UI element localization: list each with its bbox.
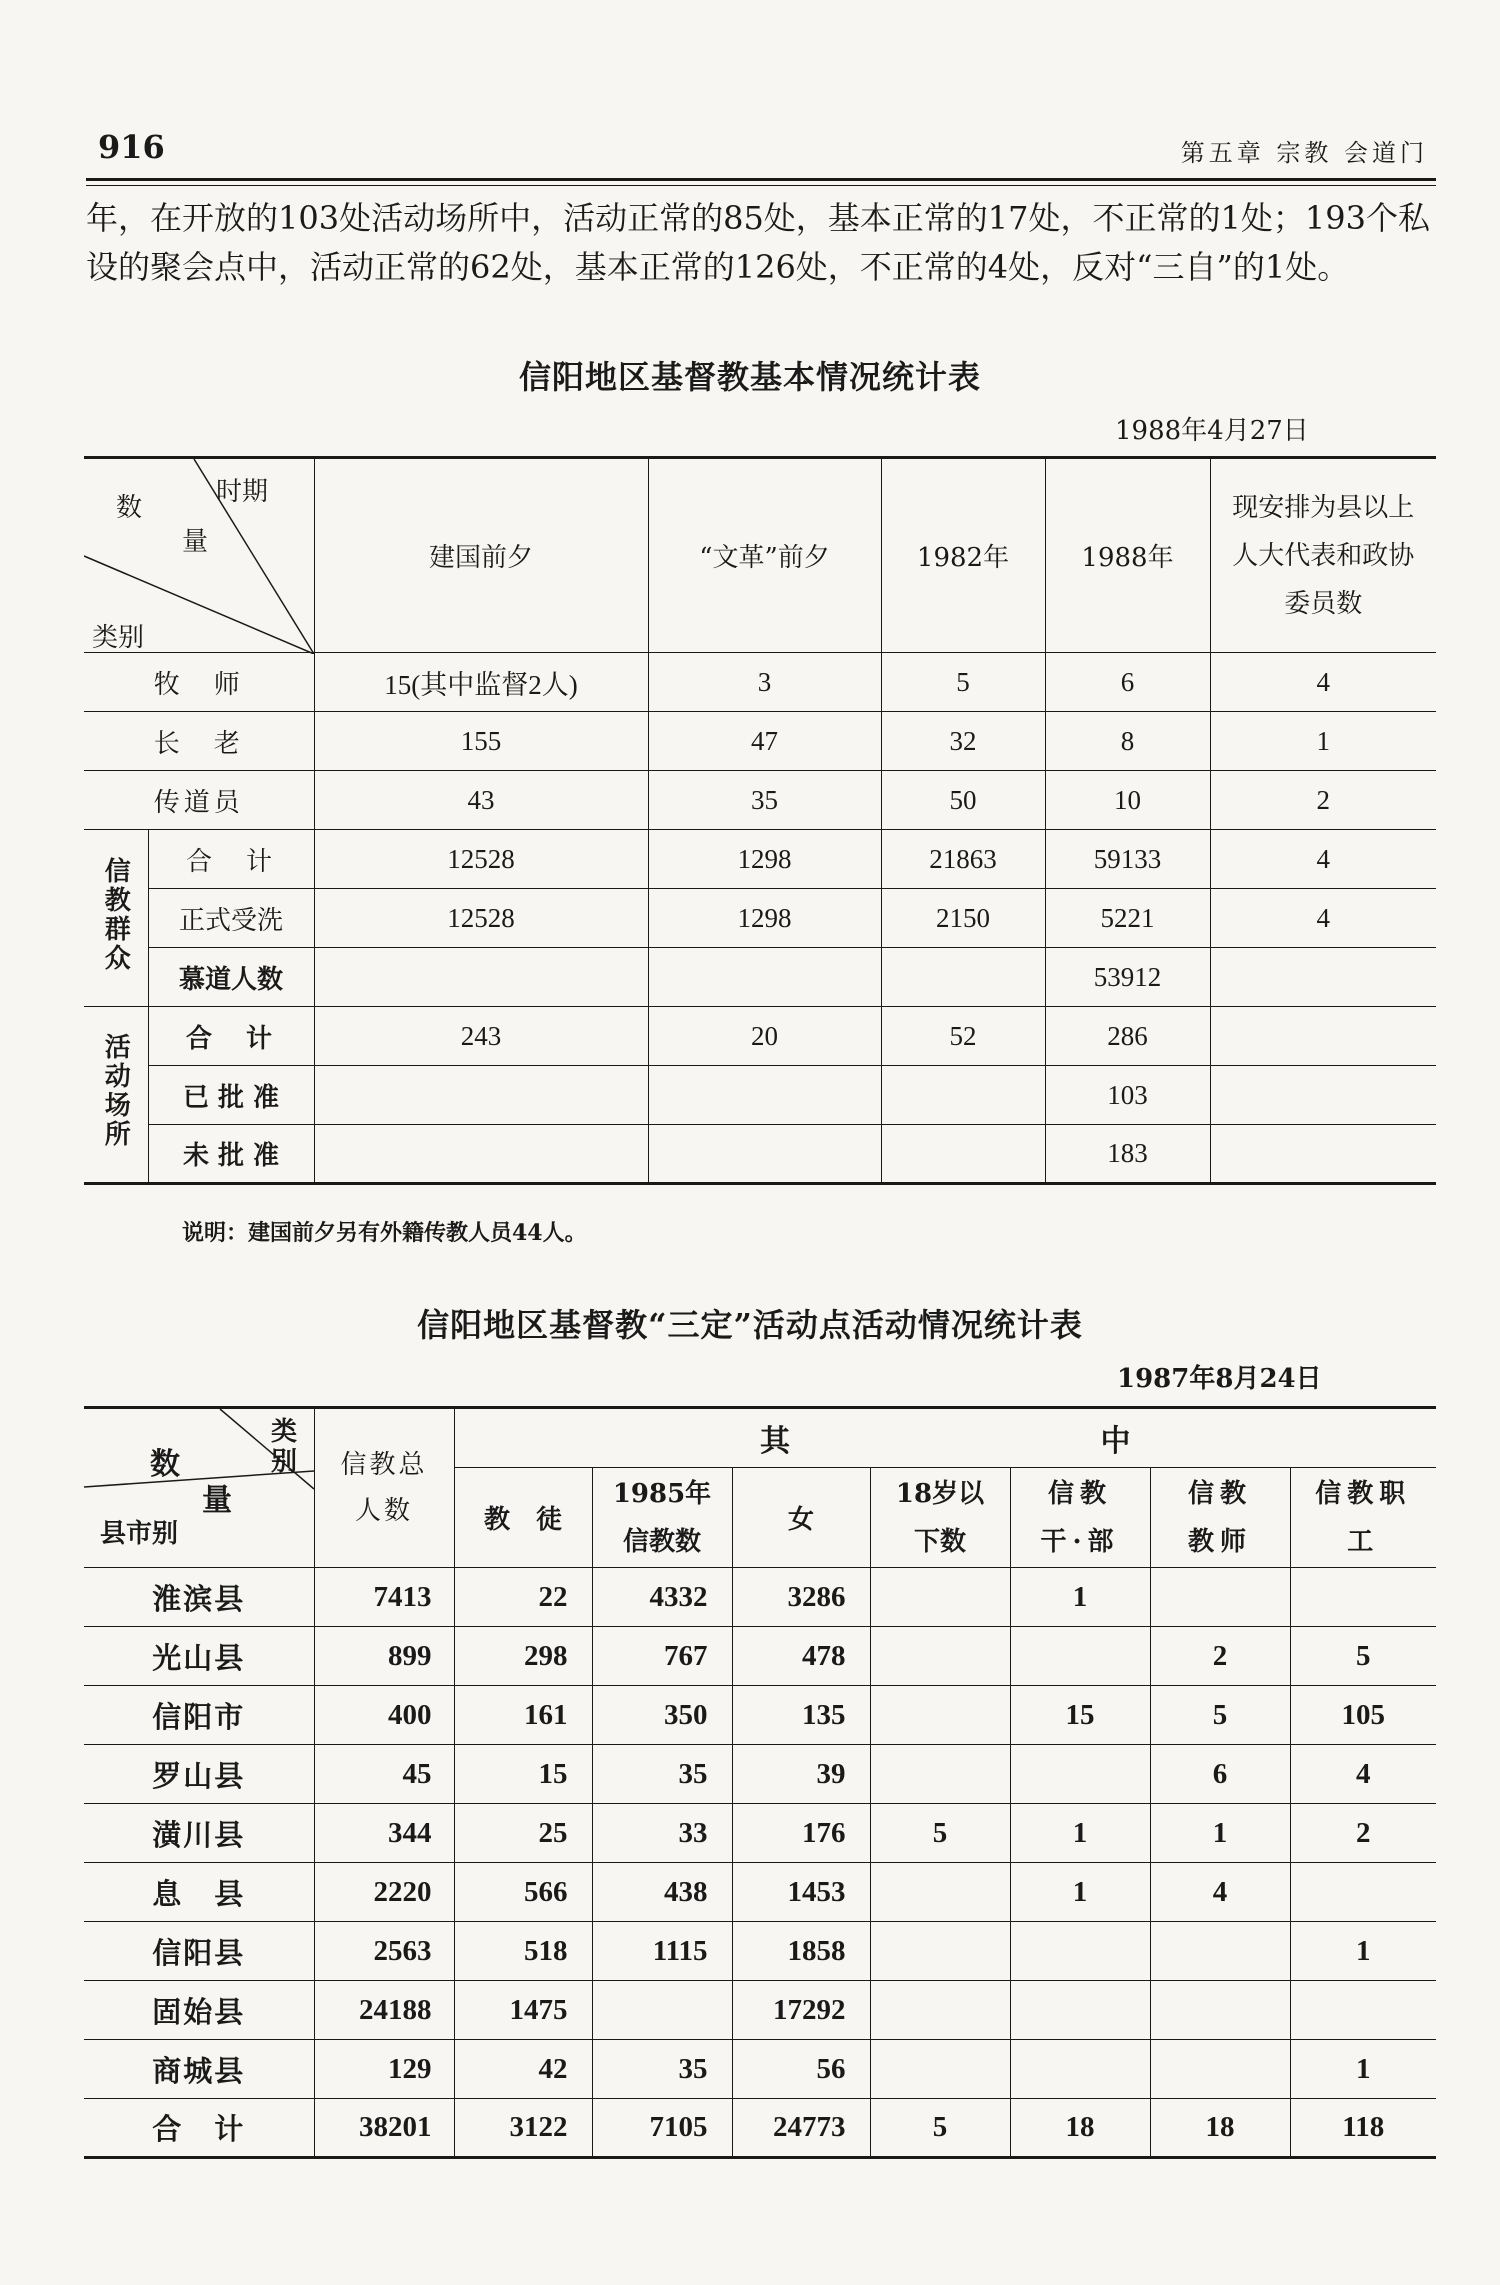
table-row [84, 1686, 1436, 1745]
table-row [84, 653, 1436, 712]
cell [1290, 1981, 1436, 2040]
table-row [84, 1066, 1436, 1125]
cell: 52 [881, 1007, 1045, 1066]
county-name: 信阳市 [84, 1686, 314, 1745]
county-name: 信阳县 [84, 1922, 314, 1981]
cell [648, 1066, 881, 1125]
cell: 105 [1290, 1686, 1436, 1745]
cell: 2563 [314, 1922, 454, 1981]
cell: 344 [314, 1804, 454, 1863]
cell: 15(其中监督2人) [314, 653, 648, 712]
cell: 1 [1010, 1804, 1150, 1863]
cell: 5 [1290, 1627, 1436, 1686]
cell: 33 [592, 1804, 732, 1863]
cell: 4332 [592, 1568, 732, 1627]
cell: 129 [314, 2040, 454, 2099]
cell: 1 [1010, 1863, 1150, 1922]
group-label-believers: 信教群众 [84, 830, 148, 1007]
cell: 243 [314, 1007, 648, 1066]
table2 [84, 1406, 1436, 2159]
cell [314, 948, 648, 1007]
corner-label-category: 类别 [270, 1417, 297, 1477]
cell: 53912 [1045, 948, 1210, 1007]
corner-label-count-1: 数 [150, 1447, 180, 1482]
cell: 20 [648, 1007, 881, 1066]
county-name: 淮滨县 [84, 1568, 314, 1627]
cell: 5221 [1045, 889, 1210, 948]
cell: 35 [592, 1745, 732, 1804]
cell: 161 [454, 1686, 592, 1745]
cell: 5 [870, 1804, 1010, 1863]
cell [1210, 948, 1436, 1007]
table2-header-row [84, 1408, 1436, 1468]
cell: 15 [454, 1745, 592, 1804]
cell: 21863 [881, 830, 1045, 889]
cell [1010, 1981, 1150, 2040]
cell: 1475 [454, 1981, 592, 2040]
table1-header-row [84, 458, 1436, 653]
col-header: 现安排为县以上人大代表和政协委员数 [1210, 458, 1436, 653]
cell: 566 [454, 1863, 592, 1922]
cell: 183 [1045, 1125, 1210, 1184]
row-label: 合 计 [148, 1007, 314, 1066]
table-row [84, 830, 1436, 889]
header-rule-thin [86, 185, 1436, 186]
cell: 12528 [314, 889, 648, 948]
cell: 767 [592, 1627, 732, 1686]
cell: 50 [881, 771, 1045, 830]
cell: 25 [454, 1804, 592, 1863]
cell: 1 [1210, 712, 1436, 771]
cell: 400 [314, 1686, 454, 1745]
cell [1150, 1981, 1290, 2040]
cell: 298 [454, 1627, 592, 1686]
table-row [84, 1804, 1436, 1863]
cell: 4 [1290, 1745, 1436, 1804]
cell: 59133 [1045, 830, 1210, 889]
cell: 32 [881, 712, 1045, 771]
cell [1010, 2040, 1150, 2099]
row-label: 牧 师 [84, 653, 314, 712]
cell: 1 [1150, 1804, 1290, 1863]
row-label: 慕道人数 [148, 948, 314, 1007]
cell [870, 1686, 1010, 1745]
cell: 42 [454, 2040, 592, 2099]
cell: 35 [648, 771, 881, 830]
cell: 4 [1210, 653, 1436, 712]
cell: 4 [1210, 830, 1436, 889]
cell [1150, 1568, 1290, 1627]
col-header: 信教教师 [1150, 1468, 1290, 1568]
cell: 18 [1150, 2099, 1290, 2158]
row-label: 已 批 准 [148, 1066, 314, 1125]
cell: 2 [1290, 1804, 1436, 1863]
cell [870, 1745, 1010, 1804]
cell: 22 [454, 1568, 592, 1627]
cell: 15 [1010, 1686, 1150, 1745]
cell [870, 2040, 1010, 2099]
county-name: 合 计 [84, 2099, 314, 2158]
table1 [84, 456, 1436, 1185]
cell: 135 [732, 1686, 870, 1745]
body-paragraph: 年，在开放的103处活动场所中，活动正常的85处，基本正常的17处，不正常的1处；193个私设的聚会点中，活动正常的62处，基本正常的126处，不正常的4处，反对“三自”的1处。 [86, 199, 1430, 286]
cell [881, 948, 1045, 1007]
cell [648, 948, 881, 1007]
table-row [84, 712, 1436, 771]
cell: 45 [314, 1745, 454, 1804]
cell: 103 [1045, 1066, 1210, 1125]
table-row [84, 1981, 1436, 2040]
col-header: 信教干·部 [1010, 1468, 1150, 1568]
cell: 4 [1150, 1863, 1290, 1922]
table-row [84, 2040, 1436, 2099]
cell [1150, 1922, 1290, 1981]
table-row [84, 1568, 1436, 1627]
cell [881, 1125, 1045, 1184]
cell: 1453 [732, 1863, 870, 1922]
cell [648, 1125, 881, 1184]
col-header: “文革”前夕 [648, 458, 881, 653]
col-header: 女 [732, 1468, 870, 1568]
county-name: 光山县 [84, 1627, 314, 1686]
cell: 7105 [592, 2099, 732, 2158]
cell: 6 [1150, 1745, 1290, 1804]
col-header: 教 徒 [454, 1468, 592, 1568]
table-row [84, 1863, 1436, 1922]
corner-label-count-2: 量 [202, 1483, 232, 1518]
cell: 286 [1045, 1007, 1210, 1066]
table-row [84, 889, 1436, 948]
row-label: 未 批 准 [148, 1125, 314, 1184]
cell: 38201 [314, 2099, 454, 2158]
cell: 1 [1290, 2040, 1436, 2099]
cell [1150, 2040, 1290, 2099]
cell: 118 [1290, 2099, 1436, 2158]
col-header: 1985年信教数 [592, 1468, 732, 1568]
page-number: 916 [98, 128, 165, 166]
cell [1290, 1863, 1436, 1922]
cell: 10 [1045, 771, 1210, 830]
county-name: 罗山县 [84, 1745, 314, 1804]
running-head: 第五章 宗教 会道门 [1180, 139, 1428, 167]
cell [1010, 1627, 1150, 1686]
cell [314, 1125, 648, 1184]
cell: 3122 [454, 2099, 592, 2158]
cell: 1858 [732, 1922, 870, 1981]
cell: 1 [1290, 1922, 1436, 1981]
table1-note: 说明：建国前夕另有外籍传教人员44人。 [182, 1220, 587, 1246]
cell [1210, 1125, 1436, 1184]
cell: 7413 [314, 1568, 454, 1627]
cell [881, 1066, 1045, 1125]
table-row [84, 1745, 1436, 1804]
cell [870, 1568, 1010, 1627]
col-header: 信教职工 [1290, 1468, 1436, 1568]
cell: 24188 [314, 1981, 454, 2040]
cell: 2150 [881, 889, 1045, 948]
cell: 1298 [648, 830, 881, 889]
row-label: 正式受洗 [148, 889, 314, 948]
table-row [84, 2099, 1436, 2158]
corner-label-count-2: 量 [182, 527, 209, 557]
cell: 12528 [314, 830, 648, 889]
table-row [84, 1007, 1436, 1066]
cell: 899 [314, 1627, 454, 1686]
corner-label-period: 时期 [216, 477, 269, 507]
cell: 518 [454, 1922, 592, 1981]
col-header: 1982年 [881, 458, 1045, 653]
cell [870, 1981, 1010, 2040]
cell: 35 [592, 2040, 732, 2099]
group-label-venues: 活动场所 [84, 1007, 148, 1184]
county-name: 潢川县 [84, 1804, 314, 1863]
table-row [84, 771, 1436, 830]
cell: 176 [732, 1804, 870, 1863]
corner-label-category: 类别 [92, 623, 145, 653]
cell: 8 [1045, 712, 1210, 771]
table1-date: 1988年4月27日 [1115, 416, 1309, 446]
cell: 5 [870, 2099, 1010, 2158]
table-row [84, 948, 1436, 1007]
cell: 17292 [732, 1981, 870, 2040]
table-row [84, 1922, 1436, 1981]
corner-label-count-1: 数 [116, 493, 143, 523]
header-rule [86, 178, 1436, 181]
col-header: 18岁以下数 [870, 1468, 1010, 1568]
cell: 39 [732, 1745, 870, 1804]
table-row [84, 1627, 1436, 1686]
row-label: 合 计 [148, 830, 314, 889]
cell: 2220 [314, 1863, 454, 1922]
table1-title: 信阳地区基督教基本情况统计表 [518, 358, 981, 396]
cell: 18 [1010, 2099, 1150, 2158]
cell: 2 [1150, 1627, 1290, 1686]
cell [870, 1922, 1010, 1981]
cell: 2 [1210, 771, 1436, 830]
cell: 1 [1010, 1568, 1150, 1627]
cell [870, 1627, 1010, 1686]
row-label: 传道员 [84, 771, 314, 830]
cell: 155 [314, 712, 648, 771]
corner-label-county: 县市别 [100, 1519, 179, 1549]
table2-date: 1987年8月24日 [1117, 1364, 1322, 1394]
cell [592, 1981, 732, 2040]
row-label: 长 老 [84, 712, 314, 771]
cell: 56 [732, 2040, 870, 2099]
cell: 5 [881, 653, 1045, 712]
cell: 5 [1150, 1686, 1290, 1745]
cell: 4 [1210, 889, 1436, 948]
cell [1010, 1922, 1150, 1981]
cell: 438 [592, 1863, 732, 1922]
cell [870, 1863, 1010, 1922]
col-header: 建国前夕 [314, 458, 648, 653]
cell [1210, 1066, 1436, 1125]
cell: 1115 [592, 1922, 732, 1981]
table1-corner-cell [84, 458, 314, 653]
cell: 478 [732, 1627, 870, 1686]
cell: 3286 [732, 1568, 870, 1627]
cell: 6 [1045, 653, 1210, 712]
group-header-char: 其 [760, 1424, 791, 1459]
col-header: 1988年 [1045, 458, 1210, 653]
cell [1290, 1568, 1436, 1627]
cell [314, 1066, 648, 1125]
group-header [454, 1408, 1436, 1468]
table2-title: 信阳地区基督教“三定”活动点活动情况统计表 [417, 1306, 1083, 1344]
cell: 350 [592, 1686, 732, 1745]
cell: 24773 [732, 2099, 870, 2158]
cell [1210, 1007, 1436, 1066]
col-header-total: 信教总人数 [314, 1408, 454, 1568]
cell: 43 [314, 771, 648, 830]
cell: 47 [648, 712, 881, 771]
table2-corner-cell [84, 1408, 314, 1568]
county-name: 息 县 [84, 1863, 314, 1922]
cell: 1298 [648, 889, 881, 948]
cell [1010, 1745, 1150, 1804]
cell: 3 [648, 653, 881, 712]
county-name: 固始县 [84, 1981, 314, 2040]
county-name: 商城县 [84, 2040, 314, 2099]
group-header-char: 中 [1100, 1424, 1131, 1459]
table-row [84, 1125, 1436, 1184]
